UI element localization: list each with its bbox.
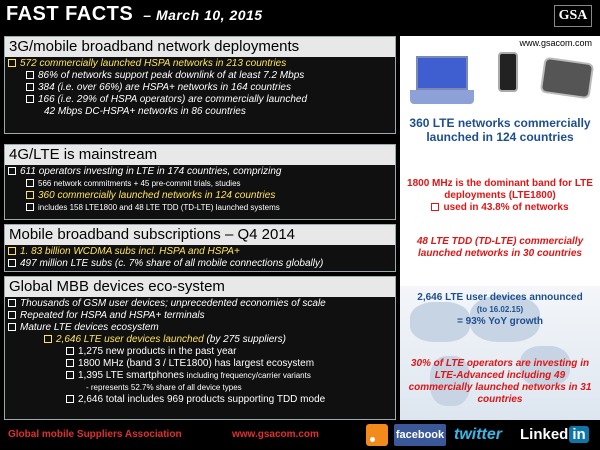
checkbox-icon	[66, 359, 74, 367]
right-panel	[400, 36, 600, 420]
section-devices	[4, 276, 396, 420]
checkbox-icon	[8, 247, 16, 255]
list-item: 497 million LTE subs (c. 7% share of all mobile connections globally)	[8, 258, 392, 270]
checkbox-icon	[66, 371, 74, 379]
lte-advanced-fact: 30% of LTE operators are investing in LTE-Advanced including 49 commercially launched networks in 31 countries	[408, 358, 592, 405]
checkbox-icon	[8, 311, 16, 319]
checkbox-icon	[26, 203, 34, 211]
device-images	[404, 50, 596, 120]
gsa-logo: GSA	[554, 5, 592, 27]
section-title: Global MBB devices eco-system	[5, 277, 395, 297]
checkbox-icon	[8, 299, 16, 307]
section-title: 4G/LTE is mainstream	[5, 145, 395, 165]
facebook-button[interactable]: facebook	[394, 424, 446, 446]
footer-bar	[0, 420, 600, 450]
checkbox-icon	[26, 179, 34, 187]
checkbox-icon	[26, 71, 34, 79]
rss-icon[interactable]	[366, 424, 388, 446]
section-title: Mobile broadband subscriptions – Q4 2014	[5, 225, 395, 245]
checkbox-icon	[8, 323, 16, 331]
linkedin-button[interactable]: Linked in	[520, 424, 588, 446]
left-panel	[4, 36, 396, 420]
list-item: Mature LTE devices ecosystem	[8, 322, 392, 334]
list-item: 611 operators investing in LTE in 174 countries, comprizing	[8, 166, 392, 178]
checkbox-icon	[26, 83, 34, 91]
site-url[interactable]: www.gsacom.com	[519, 38, 592, 48]
list-item: 1800 MHz (band 3 / LTE1800) has largest ecosystem	[8, 358, 392, 370]
twitter-button[interactable]: twitter	[454, 426, 502, 443]
list-item: 572 commercially launched HSPA networks in 213 countries	[8, 58, 392, 70]
footer-org: Global mobile Suppliers Association	[8, 429, 182, 440]
list-item: - represents 52.7% share of all device types	[86, 383, 242, 392]
section-title: 3G/mobile broadband network deployments	[5, 37, 395, 57]
checkbox-icon	[44, 335, 52, 343]
list-item: 2,646 LTE user devices launched (by 275 suppliers)	[8, 334, 392, 346]
checkbox-icon	[66, 347, 74, 355]
checkbox-icon	[8, 59, 16, 67]
list-item: 384 (i.e. over 66%) are HSPA+ networks in 164 countries	[8, 82, 392, 94]
list-item: 2,646 total includes 969 products supporting TDD mode	[8, 394, 392, 406]
checkbox-icon	[8, 167, 16, 175]
list-item: Repeated for HSPA and HSPA+ terminals	[8, 310, 392, 322]
section-subscriptions	[4, 224, 396, 272]
list-item: 1. 83 billion WCDMA subs incl. HSPA and HSPA+	[8, 246, 392, 258]
smartphone-icon	[498, 52, 518, 92]
checkbox-icon	[431, 203, 439, 211]
list-item: Thousands of GSM user devices; unprecedented economies of scale	[8, 298, 392, 310]
list-item: 1,275 new products in the past year	[8, 346, 392, 358]
tdd-fact: 48 LTE TDD (TD-LTE) commercially launched networks in 30 countries	[416, 236, 584, 259]
list-item: includes 158 LTE1800 and 48 LTE TDD (TD-LTE) launched systems	[8, 202, 392, 214]
checkbox-icon	[26, 95, 34, 103]
list-item: 1,395 LTE smartphones including frequency/carrier variants	[8, 370, 392, 382]
footer-url[interactable]: www.gsacom.com	[232, 429, 319, 440]
lte-networks-fact: 360 LTE networks commercially launched in 124 countries	[409, 116, 591, 144]
list-item: 566 network commitments + 45 pre-commit trials, studies	[8, 178, 392, 190]
page-title	[6, 3, 263, 26]
checkbox-icon	[26, 191, 34, 199]
checkbox-icon	[66, 395, 74, 403]
header-bar	[0, 0, 600, 30]
band1800-fact: 1800 MHz is the dominant band for LTE deployments (LTE1800) used in 43.8% of networks	[407, 178, 593, 213]
laptop-icon	[410, 56, 474, 108]
list-item: 360 commercially launched networks in 124 countries	[8, 190, 392, 202]
list-item: 166 (i.e. 29% of HSPA operators) are commercially launched	[8, 94, 392, 106]
title-date: – March 10, 2015	[143, 7, 263, 23]
section-3g	[4, 36, 396, 134]
checkbox-icon	[8, 259, 16, 267]
devices-fact: 2,646 LTE user devices announced (to 16.02.15) = 93% YoY growth	[417, 292, 583, 327]
title-text: FAST FACTS	[6, 3, 134, 25]
handset-icon	[540, 57, 595, 100]
list-item: 42 Mbps DC-HSPA+ networks in 86 countries	[44, 106, 246, 117]
list-item: 86% of networks support peak downlink of at least 7.2 Mbps	[8, 70, 392, 82]
section-4g	[4, 144, 396, 220]
